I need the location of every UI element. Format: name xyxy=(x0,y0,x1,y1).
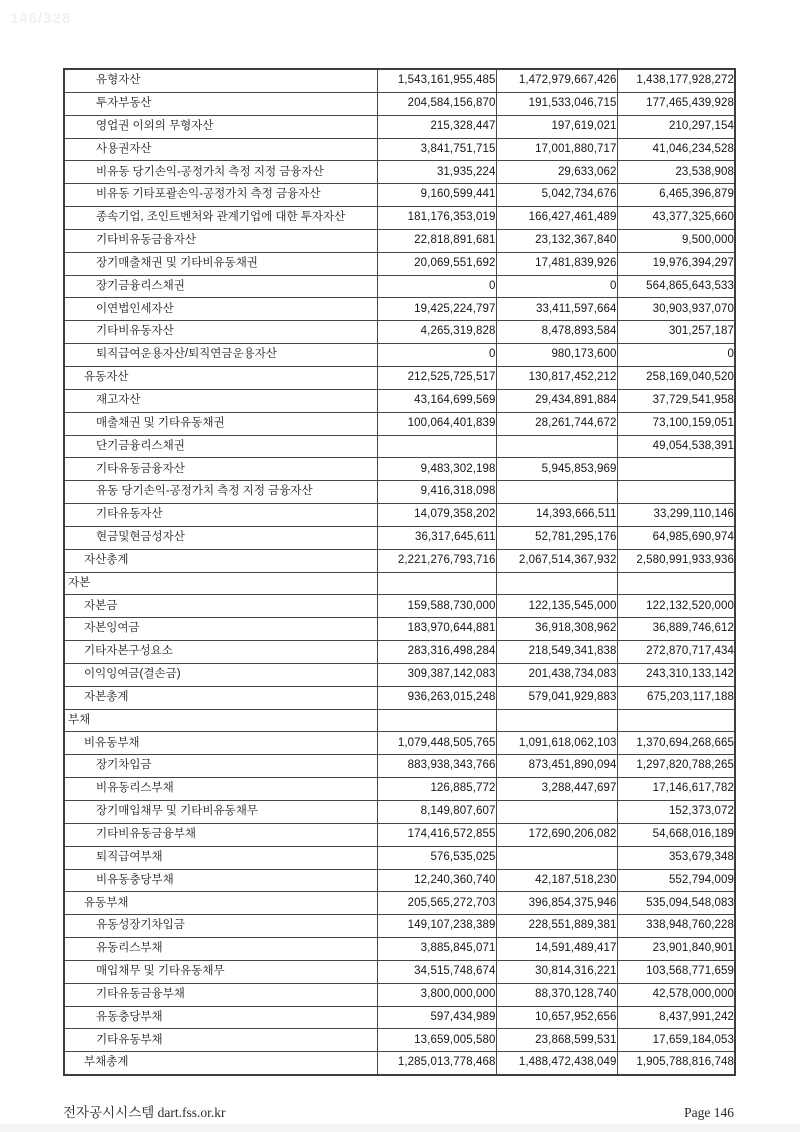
row-label: 부채총계 xyxy=(64,1052,377,1075)
row-value-col2: 28,261,744,672 xyxy=(496,412,617,435)
table-row xyxy=(64,389,735,412)
row-value-col2: 228,551,889,381 xyxy=(496,915,617,938)
table-row xyxy=(64,915,735,938)
row-label: 장기매출채권 및 기타비유동채권 xyxy=(64,252,377,275)
row-value-col1: 183,970,644,881 xyxy=(377,618,496,641)
table-row xyxy=(64,229,735,252)
row-value-col3: 33,299,110,146 xyxy=(617,504,735,527)
row-value-col3: 177,465,439,928 xyxy=(617,92,735,115)
row-value-col1: 2,221,276,793,716 xyxy=(377,549,496,572)
row-value-col1: 597,434,989 xyxy=(377,1006,496,1029)
bottom-edge-strip xyxy=(0,1124,800,1132)
row-value-col2: 23,132,367,840 xyxy=(496,229,617,252)
table-row xyxy=(64,321,735,344)
table-row xyxy=(64,663,735,686)
table-row xyxy=(64,755,735,778)
row-value-col2 xyxy=(496,709,617,732)
row-value-col1: 215,328,447 xyxy=(377,115,496,138)
row-value-col2: 122,135,545,000 xyxy=(496,595,617,618)
row-value-col3: 564,865,643,533 xyxy=(617,275,735,298)
row-label: 비유동 당기손익-공정가치 측정 지정 금융자산 xyxy=(64,161,377,184)
table-row xyxy=(64,778,735,801)
row-value-col1 xyxy=(377,435,496,458)
row-value-col3: 258,169,040,520 xyxy=(617,366,735,389)
row-label: 이연법인세자산 xyxy=(64,298,377,321)
table-row xyxy=(64,366,735,389)
table-row xyxy=(64,983,735,1006)
table-row xyxy=(64,458,735,481)
page-counter-overlay: 146/328 xyxy=(10,10,72,27)
row-label: 기타비유동자산 xyxy=(64,321,377,344)
row-value-col2: 36,918,308,962 xyxy=(496,618,617,641)
row-value-col3: 30,903,937,070 xyxy=(617,298,735,321)
row-value-col2: 5,945,853,969 xyxy=(496,458,617,481)
row-value-col3: 6,465,396,879 xyxy=(617,184,735,207)
row-value-col1: 3,885,845,071 xyxy=(377,938,496,961)
row-label: 유동 당기손익-공정가치 측정 지정 금융자산 xyxy=(64,481,377,504)
row-value-col3: 42,578,000,000 xyxy=(617,983,735,1006)
row-value-col2: 5,042,734,676 xyxy=(496,184,617,207)
row-value-col3: 49,054,538,391 xyxy=(617,435,735,458)
row-label: 기타비유동금융부채 xyxy=(64,823,377,846)
row-value-col3: 8,437,991,242 xyxy=(617,1006,735,1029)
row-value-col1: 19,425,224,797 xyxy=(377,298,496,321)
table-row xyxy=(64,252,735,275)
row-value-col2 xyxy=(496,435,617,458)
row-label: 단기금융리스채권 xyxy=(64,435,377,458)
row-value-col1: 34,515,748,674 xyxy=(377,960,496,983)
footer-source-text: 전자공시시스템 dart.fss.or.kr xyxy=(63,1105,226,1120)
row-value-col2: 980,173,600 xyxy=(496,344,617,367)
row-value-col3: 1,370,694,268,665 xyxy=(617,732,735,755)
row-label: 비유동리스부채 xyxy=(64,778,377,801)
table-row xyxy=(64,1052,735,1075)
row-value-col1: 0 xyxy=(377,275,496,298)
row-value-col3 xyxy=(617,572,735,595)
row-value-col1: 3,841,751,715 xyxy=(377,138,496,161)
row-value-col1: 309,387,142,083 xyxy=(377,663,496,686)
table-row xyxy=(64,549,735,572)
row-value-col1 xyxy=(377,572,496,595)
row-label: 장기매입채무 및 기타비유동채무 xyxy=(64,801,377,824)
row-value-col1: 936,263,015,248 xyxy=(377,686,496,709)
table-row xyxy=(64,115,735,138)
row-value-col3: 54,668,016,189 xyxy=(617,823,735,846)
row-label: 영업권 이외의 무형자산 xyxy=(64,115,377,138)
row-value-col3: 243,310,133,142 xyxy=(617,663,735,686)
row-value-col1: 883,938,343,766 xyxy=(377,755,496,778)
row-value-col3: 17,146,617,782 xyxy=(617,778,735,801)
row-label: 기타자본구성요소 xyxy=(64,641,377,664)
table-row xyxy=(64,618,735,641)
row-value-col1: 126,885,772 xyxy=(377,778,496,801)
row-value-col3: 1,438,177,928,272 xyxy=(617,69,735,92)
row-label: 기타유동자산 xyxy=(64,504,377,527)
row-label: 자본총계 xyxy=(64,686,377,709)
table-row xyxy=(64,207,735,230)
row-value-col3: 675,203,117,188 xyxy=(617,686,735,709)
row-value-col2: 10,657,952,656 xyxy=(496,1006,617,1029)
row-label: 매입채무 및 기타유동채무 xyxy=(64,960,377,983)
row-value-col3: 1,297,820,788,265 xyxy=(617,755,735,778)
row-label: 유동리스부채 xyxy=(64,938,377,961)
row-value-col1: 1,543,161,955,485 xyxy=(377,69,496,92)
table-row xyxy=(64,504,735,527)
row-value-col2: 14,393,666,511 xyxy=(496,504,617,527)
row-value-col3 xyxy=(617,458,735,481)
row-value-col1: 1,079,448,505,765 xyxy=(377,732,496,755)
row-label: 장기차입금 xyxy=(64,755,377,778)
row-value-col1: 204,584,156,870 xyxy=(377,92,496,115)
row-value-col1: 4,265,319,828 xyxy=(377,321,496,344)
row-value-col2: 29,633,062 xyxy=(496,161,617,184)
row-label: 매출채권 및 기타유동채권 xyxy=(64,412,377,435)
row-label: 부채 xyxy=(64,709,377,732)
row-value-col1: 212,525,725,517 xyxy=(377,366,496,389)
row-label: 유동부채 xyxy=(64,892,377,915)
row-value-col3: 17,659,184,053 xyxy=(617,1029,735,1052)
row-value-col1: 8,149,807,607 xyxy=(377,801,496,824)
row-label: 유동자산 xyxy=(64,366,377,389)
row-label: 기타유동금융자산 xyxy=(64,458,377,481)
row-value-col2: 172,690,206,082 xyxy=(496,823,617,846)
table-body xyxy=(64,69,735,1075)
row-label: 비유동충당부채 xyxy=(64,869,377,892)
table-row xyxy=(64,161,735,184)
row-value-col2: 17,001,880,717 xyxy=(496,138,617,161)
row-label: 유동성장기차입금 xyxy=(64,915,377,938)
table-row xyxy=(64,344,735,367)
row-value-col2: 0 xyxy=(496,275,617,298)
row-value-col2: 197,619,021 xyxy=(496,115,617,138)
row-value-col3: 338,948,760,228 xyxy=(617,915,735,938)
row-label: 장기금융리스채권 xyxy=(64,275,377,298)
row-value-col3 xyxy=(617,481,735,504)
row-value-col3: 23,901,840,901 xyxy=(617,938,735,961)
row-label: 기타유동금융부채 xyxy=(64,983,377,1006)
row-value-col1: 36,317,645,611 xyxy=(377,526,496,549)
row-value-col1: 13,659,005,580 xyxy=(377,1029,496,1052)
row-value-col1: 1,285,013,778,468 xyxy=(377,1052,496,1075)
row-value-col3: 0 xyxy=(617,344,735,367)
table-row xyxy=(64,138,735,161)
row-value-col2: 17,481,839,926 xyxy=(496,252,617,275)
table-row xyxy=(64,869,735,892)
row-value-col2: 52,781,295,176 xyxy=(496,526,617,549)
row-value-col3: 122,132,520,000 xyxy=(617,595,735,618)
row-value-col2: 191,533,046,715 xyxy=(496,92,617,115)
row-label: 이익잉여금(결손금) xyxy=(64,663,377,686)
row-label: 자본잉여금 xyxy=(64,618,377,641)
row-value-col1: 9,483,302,198 xyxy=(377,458,496,481)
row-label: 비유동 기타포괄손익-공정가치 측정 금융자산 xyxy=(64,184,377,207)
table-row xyxy=(64,732,735,755)
table-row xyxy=(64,412,735,435)
row-value-col3: 41,046,234,528 xyxy=(617,138,735,161)
row-value-col2: 1,091,618,062,103 xyxy=(496,732,617,755)
row-label: 종속기업, 조인트벤처와 관계기업에 대한 투자자산 xyxy=(64,207,377,230)
row-value-col1: 181,176,353,019 xyxy=(377,207,496,230)
row-value-col1: 14,079,358,202 xyxy=(377,504,496,527)
row-value-col1: 43,164,699,569 xyxy=(377,389,496,412)
row-label: 유형자산 xyxy=(64,69,377,92)
row-value-col3: 36,889,746,612 xyxy=(617,618,735,641)
table-row xyxy=(64,1006,735,1029)
row-value-col3: 103,568,771,659 xyxy=(617,960,735,983)
table-row xyxy=(64,92,735,115)
row-value-col3: 1,905,788,816,748 xyxy=(617,1052,735,1075)
row-value-col2: 8,478,893,584 xyxy=(496,321,617,344)
row-value-col2: 166,427,461,489 xyxy=(496,207,617,230)
table-row xyxy=(64,435,735,458)
row-label: 기타유동부채 xyxy=(64,1029,377,1052)
table-row xyxy=(64,572,735,595)
row-value-col1: 283,316,498,284 xyxy=(377,641,496,664)
row-value-col3: 43,377,325,660 xyxy=(617,207,735,230)
row-label: 현금및현금성자산 xyxy=(64,526,377,549)
row-value-col3: 535,094,548,083 xyxy=(617,892,735,915)
row-value-col1: 100,064,401,839 xyxy=(377,412,496,435)
row-value-col1: 205,565,272,703 xyxy=(377,892,496,915)
row-label: 유동충당부채 xyxy=(64,1006,377,1029)
row-value-col1: 576,535,025 xyxy=(377,846,496,869)
row-value-col2 xyxy=(496,572,617,595)
footer-page-number: Page 146 xyxy=(684,1105,734,1120)
row-value-col2: 873,451,890,094 xyxy=(496,755,617,778)
table-row xyxy=(64,69,735,92)
row-value-col2: 1,472,979,667,426 xyxy=(496,69,617,92)
row-label: 비유동부채 xyxy=(64,732,377,755)
row-value-col2: 218,549,341,838 xyxy=(496,641,617,664)
row-value-col3: 64,985,690,974 xyxy=(617,526,735,549)
row-value-col3: 9,500,000 xyxy=(617,229,735,252)
row-value-col3: 210,297,154 xyxy=(617,115,735,138)
table-row xyxy=(64,184,735,207)
row-value-col2: 201,438,734,083 xyxy=(496,663,617,686)
row-value-col1: 20,069,551,692 xyxy=(377,252,496,275)
table-row xyxy=(64,960,735,983)
row-value-col2 xyxy=(496,481,617,504)
row-value-col2: 3,288,447,697 xyxy=(496,778,617,801)
row-value-col2: 42,187,518,230 xyxy=(496,869,617,892)
table-row xyxy=(64,686,735,709)
row-value-col1: 9,416,318,098 xyxy=(377,481,496,504)
row-value-col3: 552,794,009 xyxy=(617,869,735,892)
row-value-col2: 396,854,375,946 xyxy=(496,892,617,915)
table-row xyxy=(64,801,735,824)
row-label: 사용권자산 xyxy=(64,138,377,161)
row-value-col3: 37,729,541,958 xyxy=(617,389,735,412)
row-value-col3: 301,257,187 xyxy=(617,321,735,344)
row-value-col2: 88,370,128,740 xyxy=(496,983,617,1006)
row-value-col1: 31,935,224 xyxy=(377,161,496,184)
table-row xyxy=(64,709,735,732)
row-value-col2: 29,434,891,884 xyxy=(496,389,617,412)
row-value-col1 xyxy=(377,709,496,732)
row-value-col3: 272,870,717,434 xyxy=(617,641,735,664)
table-row xyxy=(64,595,735,618)
row-value-col2: 130,817,452,212 xyxy=(496,366,617,389)
row-label: 자본금 xyxy=(64,595,377,618)
row-value-col1: 22,818,891,681 xyxy=(377,229,496,252)
row-value-col1: 12,240,360,740 xyxy=(377,869,496,892)
row-value-col1: 159,588,730,000 xyxy=(377,595,496,618)
row-value-col2 xyxy=(496,846,617,869)
row-value-col2: 579,041,929,883 xyxy=(496,686,617,709)
row-value-col3: 2,580,991,933,936 xyxy=(617,549,735,572)
row-value-col1: 0 xyxy=(377,344,496,367)
row-value-col3: 353,679,348 xyxy=(617,846,735,869)
row-value-col3: 19,976,394,297 xyxy=(617,252,735,275)
table-row xyxy=(64,938,735,961)
row-value-col3: 73,100,159,051 xyxy=(617,412,735,435)
table-row xyxy=(64,526,735,549)
page-footer xyxy=(63,1101,734,1121)
row-value-col2: 14,591,489,417 xyxy=(496,938,617,961)
row-label: 재고자산 xyxy=(64,389,377,412)
row-label: 기타비유동금융자산 xyxy=(64,229,377,252)
row-label: 투자부동산 xyxy=(64,92,377,115)
table-row xyxy=(64,275,735,298)
table-row xyxy=(64,1029,735,1052)
row-value-col1: 9,160,599,441 xyxy=(377,184,496,207)
row-value-col1: 149,107,238,389 xyxy=(377,915,496,938)
row-value-col2: 1,488,472,438,049 xyxy=(496,1052,617,1075)
row-value-col1: 174,416,572,855 xyxy=(377,823,496,846)
row-value-col3 xyxy=(617,709,735,732)
table-row xyxy=(64,481,735,504)
table-row xyxy=(64,641,735,664)
table-row xyxy=(64,298,735,321)
financial-statement-table xyxy=(63,68,736,1076)
row-label: 퇴직급여운용자산/퇴직연금운용자산 xyxy=(64,344,377,367)
row-value-col3: 23,538,908 xyxy=(617,161,735,184)
row-value-col1: 3,800,000,000 xyxy=(377,983,496,1006)
row-value-col2: 23,868,599,531 xyxy=(496,1029,617,1052)
row-value-col2: 33,411,597,664 xyxy=(496,298,617,321)
row-value-col2: 30,814,316,221 xyxy=(496,960,617,983)
table-row xyxy=(64,823,735,846)
table-row xyxy=(64,892,735,915)
table-row xyxy=(64,846,735,869)
row-label: 자산총계 xyxy=(64,549,377,572)
row-label: 퇴직급여부채 xyxy=(64,846,377,869)
row-value-col3: 152,373,072 xyxy=(617,801,735,824)
row-label: 자본 xyxy=(64,572,377,595)
row-value-col2 xyxy=(496,801,617,824)
row-value-col2: 2,067,514,367,932 xyxy=(496,549,617,572)
